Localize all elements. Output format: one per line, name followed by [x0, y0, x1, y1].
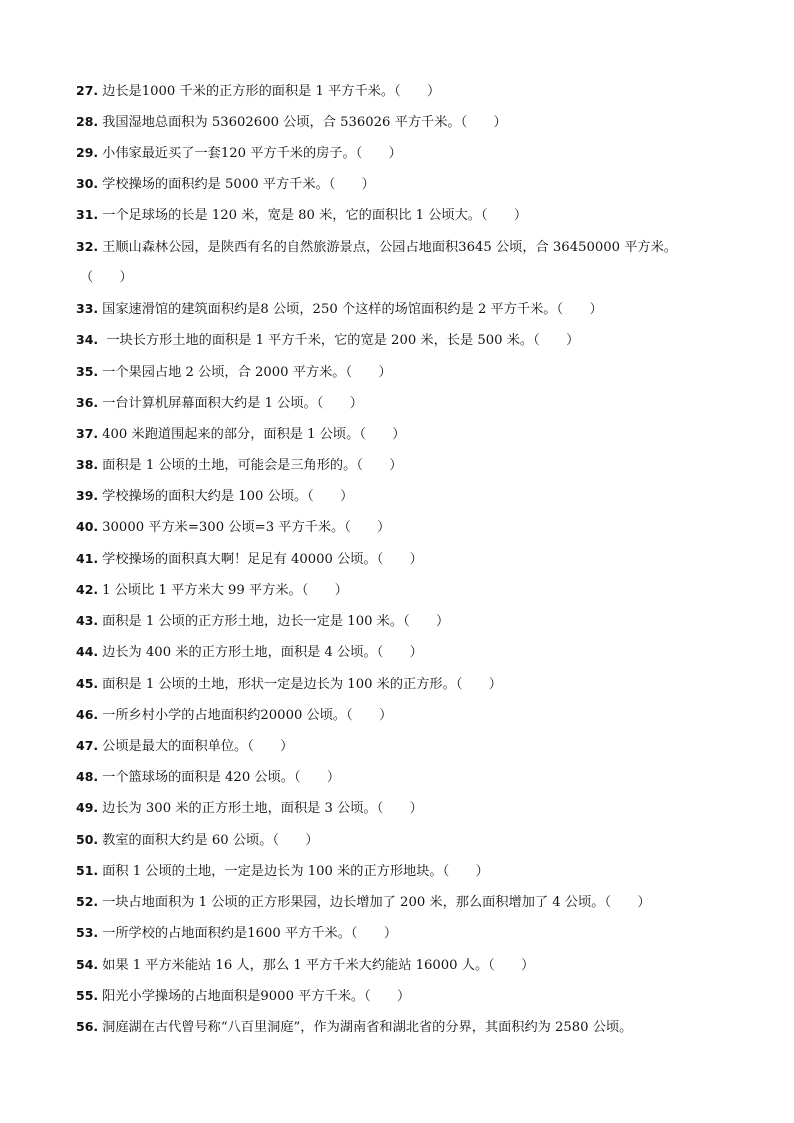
question-number: 47.: [76, 738, 99, 753]
question-50: [76, 830, 754, 851]
question-36: [76, 393, 754, 414]
question-28: [76, 112, 754, 133]
question-34: [76, 330, 754, 351]
question-number: 56.: [76, 1019, 99, 1034]
question-number: 43.: [76, 613, 99, 628]
question-number: 38.: [76, 457, 99, 472]
question-text: 一所乡村小学的占地面积约20000 公顷。（ ）: [102, 708, 393, 723]
question-text: 一台计算机屏幕面积大约是 1 公顷。（ ）: [102, 396, 363, 411]
question-text: 王顺山森林公园，是陕西有名的自然旅游景点，公园占地面积3645 公顷，合 36450000 平方米。: [102, 240, 677, 255]
question-35: [76, 362, 754, 383]
question-text: 洞庭湖在古代曾号称“八百里洞庭”，作为湖南省和湖北省的分界，其面积约为 2580 公顷。: [102, 1020, 633, 1035]
question-43: [76, 611, 754, 632]
question-number: 35.: [76, 364, 99, 379]
question-text: 面积是 1 公顷的土地，形状一定是边长为 100 米的正方形。（ ）: [102, 677, 502, 692]
question-number: 40.: [76, 519, 99, 534]
question-text: 400 米跑道围起来的部分，面积是 1 公顷。（ ）: [102, 427, 406, 442]
question-41: [76, 549, 754, 570]
question-number: 28.: [76, 114, 99, 129]
question-number: 42.: [76, 582, 99, 597]
question-46: [76, 705, 754, 726]
question-text: 国家速滑馆的建筑面积约是8 公顷，250 个这样的场馆面积约是 2 平方千米。（ ）: [102, 302, 603, 317]
question-number: 36.: [76, 395, 99, 410]
question-text: 我国湿地总面积为 53602600 公顷，合 536026 平方千米。（ ）: [102, 115, 507, 130]
question-55: [76, 986, 754, 1007]
question-number: 49.: [76, 800, 99, 815]
question-54: [76, 955, 754, 976]
question-33: [76, 299, 754, 320]
question-number: 31.: [76, 207, 99, 222]
question-31: [76, 205, 754, 226]
question-number: 30.: [76, 176, 99, 191]
question-number: 53.: [76, 925, 99, 940]
question-number: 34.: [76, 332, 99, 347]
question-29: [76, 143, 754, 164]
question-text: 学校操场的面积大约是 100 公顷。（ ）: [102, 489, 354, 504]
question-number: 37.: [76, 426, 99, 441]
question-56: [76, 1017, 754, 1038]
question-number: 50.: [76, 832, 99, 847]
question-number: 41.: [76, 551, 99, 566]
question-38: [76, 455, 754, 476]
question-number: 27.: [76, 83, 99, 98]
question-text: 如果 1 平方米能站 16 人，那么 1 平方千米大约能站 16000 人。（ ）: [102, 958, 535, 973]
question-text: 一个足球场的长是 120 米，宽是 80 米，它的面积比 1 公顷大。（ ）: [102, 208, 528, 223]
question-number: 44.: [76, 644, 99, 659]
question-number: 51.: [76, 863, 99, 878]
question-44: [76, 642, 754, 663]
question-39: [76, 486, 754, 507]
question-52: [76, 892, 754, 913]
question-number: 29.: [76, 145, 99, 160]
question-number: 33.: [76, 301, 99, 316]
question-40: [76, 517, 754, 538]
question-text: 一个篮球场的面积是 420 公顷。（ ）: [102, 770, 341, 785]
question-number: 39.: [76, 488, 99, 503]
question-number: 48.: [76, 769, 99, 784]
question-53: [76, 923, 754, 944]
question-number: 32.: [76, 239, 99, 254]
question-text: 边长是1000 千米的正方形的面积是 1 平方千米。（ ）: [102, 84, 441, 99]
question-49: [76, 798, 754, 819]
question-number: 52.: [76, 894, 99, 909]
question-number: 54.: [76, 957, 99, 972]
question-number: 45.: [76, 676, 99, 691]
question-text: 一块占地面积为 1 公顷的正方形果园，边长增加了 200 米，那么面积增加了 4 公顷。（ ）: [102, 895, 651, 910]
question-32: [76, 237, 754, 258]
question-text: 30000 平方米=300 公顷=3 平方千米。（ ）: [102, 520, 391, 535]
question-text: 面积 1 公顷的土地，一定是边长为 100 米的正方形地块。（ ）: [102, 864, 489, 879]
question-32-continuation: （ ）: [80, 270, 133, 285]
question-30: [76, 174, 754, 195]
question-text: 阳光小学操场的占地面积是9000 平方千米。（ ）: [102, 989, 411, 1004]
question-text: 教室的面积大约是 60 公顷。（ ）: [102, 833, 319, 848]
question-text: 学校操场的面积真大啊！足足有 40000 公顷。（ ）: [102, 552, 423, 567]
question-45: [76, 674, 754, 695]
question-text: 边长为 300 米的正方形土地，面积是 3 公顷。（ ）: [102, 801, 423, 816]
question-text: 边长为 400 米的正方形土地，面积是 4 公顷。（ ）: [102, 645, 423, 660]
question-51: [76, 861, 754, 882]
question-number: 46.: [76, 707, 99, 722]
question-text: 面积是 1 公顷的正方形土地，边长一定是 100 米。（ ）: [102, 614, 450, 629]
question-text: 小伟家最近买了一套120 平方千米的房子。（ ）: [102, 146, 402, 161]
question-48: [76, 767, 754, 788]
question-27: [76, 81, 754, 102]
question-text: 公顷是最大的面积单位。（ ）: [102, 739, 294, 754]
question-text: 一个果园占地 2 公顷，合 2000 平方米。（ ）: [102, 365, 392, 380]
question-number: 55.: [76, 988, 99, 1003]
question-text: 面积是 1 公顷的土地，可能会是三角形的。（ ）: [102, 458, 403, 473]
question-text: 学校操场的面积约是 5000 平方千米。（ ）: [102, 177, 375, 192]
question-text: 1 公顷比 1 平方米大 99 平方米。（ ）: [102, 583, 348, 598]
question-text: 一块长方形土地的面积是 1 平方千米，它的宽是 200 米，长是 500 米。（ ）: [102, 333, 580, 348]
question-37: [76, 424, 754, 445]
question-text: 一所学校的占地面积约是1600 平方千米。（ ）: [102, 926, 398, 941]
question-42: [76, 580, 754, 601]
question-47: [76, 736, 754, 757]
